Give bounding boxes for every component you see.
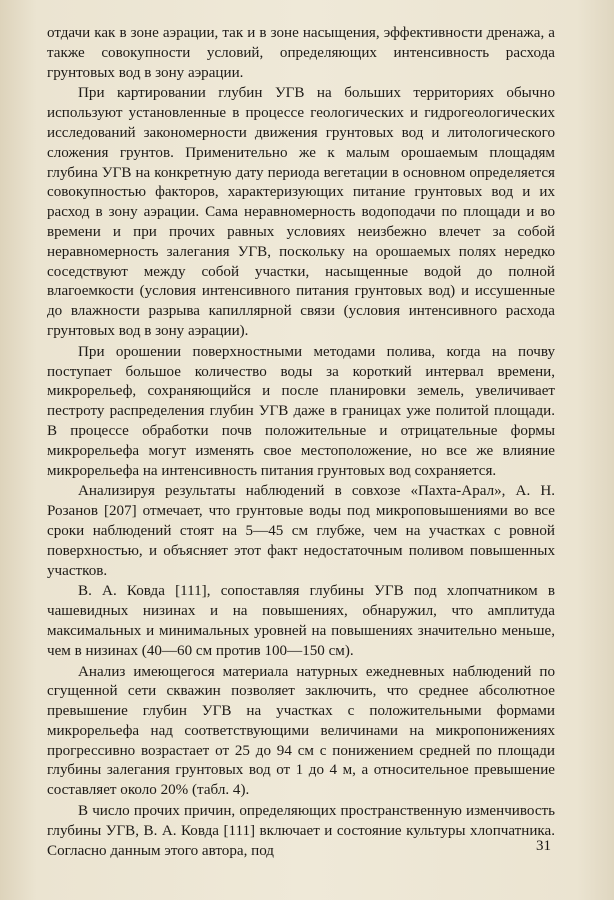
paragraph: В число прочих причин, определяющих пространственную изменчивость глубины УГВ, В. А. Ковда [111] включает и состояние культуры хлопчатника. Согласно данным этого автора, под (47, 803, 555, 859)
paragraph: При орошении поверхностными методами полива, когда на почву поступает большое количество воды за короткий интервал времени, микрорельеф, сохраняющийся и после планировки земель, увеличивает пестроту распределения глубин УГВ даже в границах уже политой площади. В процессе обработки почв положительные и отрицательные формы микрорельефа могут изменять свое местоположение, но все же влияние микрорельефа на интенсивность питания грунтовых вод сохраняется. (47, 343, 555, 479)
paragraph: Анализируя результаты наблюдений в совхозе «Пахта-Арал», А. Н. Розанов [207] отмечает, что грунтовые воды под микроповышениями во все сроки наблюдений стоят на 5—45 см глубже, чем на участках с ровной поверхностью, и объясняет этот факт недостаточным поливом повышенных участков. (47, 483, 555, 579)
paragraph: При картировании глубин УГВ на больших территориях обычно используют установленные в процессе геологических и гидрогеологических исследований закономерности движения грунтовых вод и литологического сложения грунтов. Применительно же к малым орошаемым площадям глубина УГВ на конкретную дату периода вегетации в основном определяется совокупностью факторов, характеризующих питание грунтовых вод и их расход в зону аэрации. Сама неравномерность водоподачи по площади и во времени и при прочих равных условиях неизбежно влечет за собой неравномерность залегания УГВ, поскольку на орошаемых полях нередко соседствуют между собой участки, насыщенные водой до полной влагоемкости (условия интенсивного питания грунтовых вод) и иссушенные до влажности разрыва капиллярной связи (условия интенсивного расхода грунтовых вод в зону аэрации). (47, 85, 555, 339)
paragraph: В. А. Ковда [111], сопоставляя глубины УГВ под хлопчатником в чашевидных низинах и на повышениях, обнаружил, что амплитуда максимальных и минимальных уровней на повышениях значительно меньше, чем в низинах (40—60 см против 100—150 см). (47, 583, 555, 659)
paragraph-continuation: отдачи как в зоне аэрации, так и в зоне насыщения, эффективности дренажа, а также совокупности условий, определяющих интенсивность расхода грунтовых вод в зону аэрации. (47, 25, 555, 81)
body-text (47, 24, 555, 861)
page-number: 31 (536, 838, 551, 854)
paragraph: Анализ имеющегося материала натурных ежедневных наблюдений по сгущенной сети скважин позволяет заключить, что среднее абсолютное превышение глубин УГВ на участках с положительными формами микрорельефа над соответствующими величинами на микропонижениях прогрессивно возрастает от 25 до 94 см с понижением средней по площади глубины залегания грунтовых вод от 1 до 4 м, а относительное превышение составляет около 20% (табл. 4). (47, 663, 555, 799)
